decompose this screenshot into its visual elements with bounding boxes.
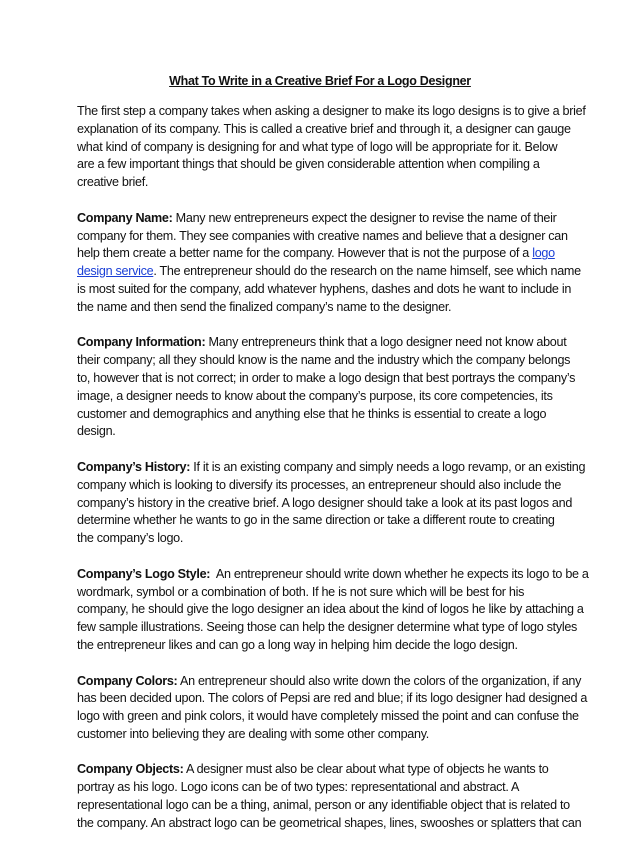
text-line [77,761,567,779]
text-span: Many entrepreneurs think that a logo designer need not know about [205,335,567,350]
text-span: . The entrepreneur should do the research on the name himself, see which name [153,264,581,279]
text-line: the company. An abstract logo can be geometrical shapes, lines, swooshes or splatters that can [77,815,582,830]
section-heading: Company Name: [77,210,173,225]
text-span: Many new entrepreneurs expect the designer to revise the name of their [172,210,557,225]
text-line: portray as his logo. Logo icons can be of two types: representational and abstract. A [77,780,520,795]
text-line: has been decided upon. The colors of Pepsi are red and blue; if its logo designer had designed a [77,691,588,706]
company-logo-style-paragraph [77,566,589,655]
text-line: creative brief. [77,175,149,190]
intro-paragraph [77,103,586,192]
text-line: image, a designer needs to know about the company’s purpose, its core competencies, its [77,388,553,403]
company-history-paragraph [77,459,586,548]
company-colors-paragraph [77,673,588,744]
company-information-paragraph [77,334,576,441]
text-line: the name and then send the finalized company’s name to the designer. [77,299,452,314]
text-line: to, however that is not correct; in order to make a logo design that best portrays the company’s [77,370,576,385]
text-line: customer and demographics and anything else that he thinks is essential to create a logo [77,406,547,421]
text-line: is most suited for the company, add whatever hyphens, dashes and dots he want to include in [77,281,572,296]
text-line: determine whether he wants to go in the same direction or take a different route to creating [77,513,555,528]
text-line: what kind of company is designing for and what type of logo will be appropriate for it. Below [77,139,558,154]
text-span: If it is an existing company and simply needs a logo revamp, or an existing [190,459,586,474]
text-line: company which is looking to diversify its processes, an entrepreneur should also include the [77,477,562,492]
text-line: the entrepreneur likes and can go a long way in helping him decide the logo design. [77,637,518,652]
text-line: logo with green and pink colors, it would have completely missed the point and can confuse the [77,709,579,724]
text-line [77,210,567,228]
text-line [77,245,567,263]
text-line [77,263,581,281]
section-heading: Company Colors: [77,673,178,688]
text-line [77,673,582,691]
text-line: explanation of its company. This is called a creative brief and through it, a designer can gauge [77,121,571,136]
text-line: few sample illustrations. Seeing those can help the designer determine what type of logo styles [77,620,578,635]
remaining-sections [77,334,589,832]
text-line: wordmark, symbol or a combination of both. If he is not sure which will be best for his [77,584,525,599]
text-span: An entrepreneur should write down whether he expects its logo to be a [210,566,589,581]
section-heading: Company Information: [77,335,206,350]
text-line: company’s history in the creative brief. A logo designer should take a look at its past logos and [77,495,573,510]
text-line: customer into believing they are dealing with some other company. [77,726,429,741]
section-heading: Company’s History: [77,459,191,474]
text-span: An entrepreneur should also write down the colors of the organization, if any [177,673,582,688]
text-line: their company; all they should know is the name and the industry which the company belongs [77,353,571,368]
text-line: the company’s logo. [77,531,184,546]
logo-design-service-link[interactable]: logo [532,246,555,261]
text-line: design. [77,424,116,439]
text-span: help them create a better name for the company. However that is not the purpose of a [77,246,533,261]
text-line [77,459,586,477]
text-line: The first step a company takes when asking a designer to make its logo designs is to give a brief [77,104,586,118]
document-body [77,103,589,850]
text-span: A designer must also be clear about what type of objects he wants to [183,762,549,777]
section-heading: Company Objects: [77,762,184,777]
company-name-paragraph [77,210,581,317]
logo-design-service-link[interactable]: design service [77,264,154,279]
text-line: company, he should give the logo designer an idea about the kind of logos he like by attaching a [77,602,584,617]
text-line [77,566,589,584]
document-title: What To Write in a Creative Brief For a Logo Designer [169,74,471,88]
text-line: representational logo can be a thing, animal, person or any identifiable object that is related to [77,798,570,813]
company-objects-paragraph [77,761,582,832]
text-line [77,334,567,352]
section-heading: Company’s Logo Style: [77,566,211,581]
text-line: are a few important things that should be given considerable attention when compiling a [77,157,540,172]
text-line: company for them. They see companies with creative names and believe that a designer can [77,228,568,243]
